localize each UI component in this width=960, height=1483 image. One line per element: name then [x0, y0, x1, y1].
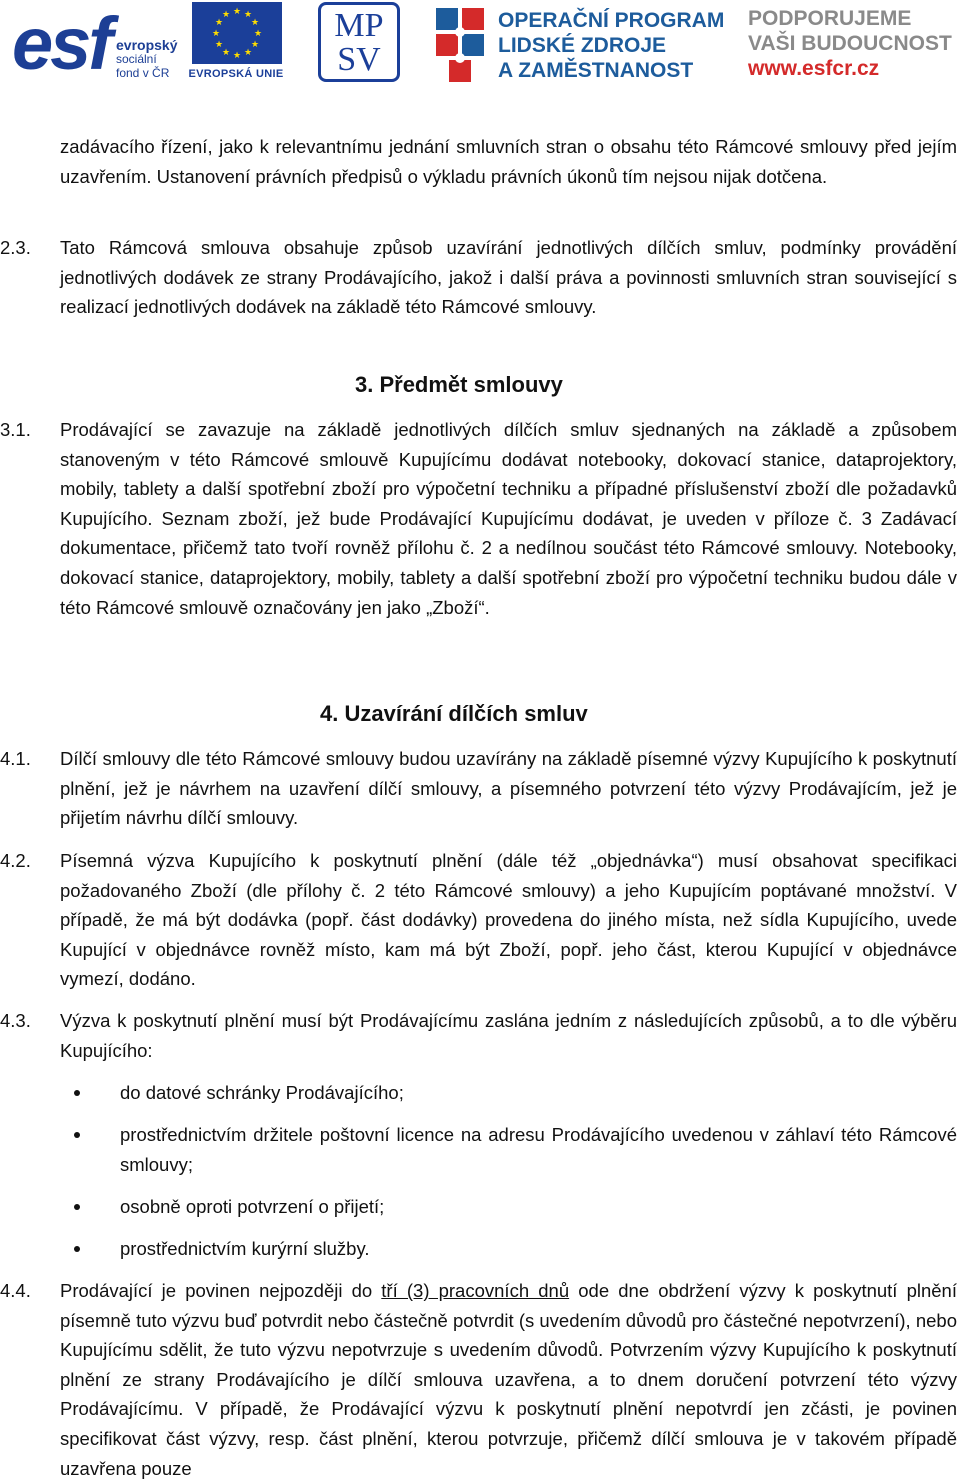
op-title [498, 8, 724, 83]
list-item-text: prostřednictvím kurýrní služby. [120, 1238, 370, 1259]
svg-text:★: ★ [232, 51, 242, 61]
paragraph-text: Prodávající se zavazuje na základě jednotlivých dílčích smluv sjednaných na základě a způsobem stanoveným v této Rámcové smlouvě Kupujícímu dodávat notebooky, dokovací stanice, dataprojektory, mobily, tablety a další spotřební zboží pro výpočetní techniku a případné příslušenství zboží dle požadavků Kupujícího. Seznam zboží, jež bude Prodávající Kupujícímu dodávat, je uveden v příloze č. 3 Zadávací dokumentace, přičemž tato tvoří rovněž přílohu č. 2 a nedílnou součást této Rámcové smlouvy. Notebooky, dokovací stanice, dataprojektory, mobily, tablety a další spotřební zboží pro výpočetní techniku budou dále v této Rámcové smlouvě označovány jen jako „Zboží“. [60, 419, 957, 618]
paragraph-4-1 [60, 744, 957, 833]
paragraph-number: 4.4. [0, 1280, 31, 1301]
eu-flag-icon [192, 2, 282, 64]
deadline-underlined: tří (3) pracovních dnů [381, 1280, 570, 1301]
eu-logo [186, 2, 286, 84]
op-line-3: A ZAMĚSTNANOST [498, 59, 694, 82]
svg-text:★: ★ [243, 48, 253, 58]
list-item [60, 1192, 957, 1222]
esf-logo [12, 4, 180, 84]
paragraph-text: Tato Rámcová smlouva obsahuje způsob uzavírání jednotlivých dílčích smluv, podmínky provádění jednotlivých dodávek ze strany Prodávajícího, jakož i další práva a povinnosti smluvních stran související s realizací jednotlivých dodávek na základě této Rámcové smlouvy. [60, 237, 957, 318]
logo-header [0, 0, 960, 100]
mpsv-logo [318, 2, 400, 82]
bullet-icon [74, 1246, 80, 1252]
svg-text:★: ★ [221, 48, 231, 58]
paragraph-number: 4.2. [0, 850, 31, 871]
svg-text:★: ★ [253, 29, 263, 39]
esf-subtitle [116, 38, 177, 80]
list-item [60, 1234, 957, 1264]
eu-label: EVROPSKÁ UNIE [188, 68, 284, 80]
svg-text:★: ★ [214, 18, 224, 28]
svg-text:★: ★ [243, 10, 253, 20]
puzzle-icon [432, 6, 492, 84]
svg-text:★: ★ [250, 40, 260, 50]
paragraph-3-1 [60, 415, 957, 622]
paragraph-4-4 [60, 1276, 957, 1483]
mpsv-text [321, 9, 397, 77]
svg-text:★: ★ [211, 29, 221, 39]
mpsv-line-2: SV [337, 41, 381, 78]
pod-line-1: PODPORUJEME [748, 7, 912, 30]
esf-line-3: fond v ČR [116, 66, 170, 80]
paragraph-text: Písemná výzva Kupujícího k poskytnutí plnění (dále též „objednávka“) musí obsahovat specifikaci požadovaného Zboží (dle přílohy č. 2 této Rámcové smlouvy) a jeho Kupujícím poptávané množství. V případě, že má být dodávka (popř. část dodávky) provedena do jiného místa, než sídla Kupujícího, uvede Kupující v objednávce rovněž místo, kam má být Zboží, popř. jeho část, kterou Kupující v objednávce vymezí, dodáno. [60, 850, 957, 990]
paragraph-text [60, 1276, 957, 1483]
op-line-1: OPERAČNÍ PROGRAM [498, 9, 725, 32]
op-logo [432, 6, 732, 86]
paragraph-4-3 [60, 1006, 957, 1065]
paragraph-text: zadávacího řízení, jako k relevantnímu jednání smluvních stran o obsahu této Rámcové smlouvy před jejím uzavřením. Ustanovení právních předpisů o výkladu právních úkonů tím nejsou nijak dotčena. [60, 136, 957, 187]
svg-text:★: ★ [221, 10, 231, 20]
paragraph-number: 4.1. [0, 748, 31, 769]
paragraph-text-start: Prodávající je povinen nejpozději do [60, 1280, 382, 1301]
list-item-text: do datové schránky Prodávajícího; [120, 1082, 404, 1103]
esf-line-2: sociální [116, 52, 157, 66]
paragraph-text-rest: ode dne obdržení výzvy k poskytnutí plnění písemně tuto výzvu buď potvrdit nebo částečně potvrdit (s uvedením důvodů pro částečné nepotvrzení), nebo Kupujícímu sdělit, že tuto výzvu nepotvrzuje s uvedením důvodů. Potvrzením výzvy Kupujícího k poskytnutí plnění ze strany Prodávajícího je dílčí smlouva uzavřena, a to dnem doručení potvrzení této výzvy Prodávajícímu. V případě, že Prodávající výzvu k poskytnutí plnění nepotvrdí jen zčásti, je povinen specifikovat část výzvy, resp. část plnění, kterou potvrzuje, přičemž dílčí smlouva je v takovém případě uzavřena pouze [60, 1280, 957, 1479]
op-line-2: LIDSKÉ ZDROJE [498, 34, 667, 57]
list-item [60, 1120, 957, 1179]
svg-text:★: ★ [214, 40, 224, 50]
paragraph-number: 2.3. [0, 237, 31, 258]
section-heading-4: 4. Uzavírání dílčích smluv [320, 701, 588, 726]
pod-line-2: VAŠI BUDOUCNOST [748, 32, 952, 55]
svg-text:★: ★ [250, 18, 260, 28]
bullet-icon [74, 1132, 80, 1138]
bullet-icon [74, 1204, 80, 1210]
list-item [60, 1078, 957, 1108]
list-item-text: osobně oproti potvrzení o přijetí; [120, 1196, 385, 1217]
list-item-text: prostřednictvím držitele poštovní licence na adresu Prodávajícího uvedenou v záhlaví této Rámcové smlouvy; [120, 1124, 957, 1175]
esf-line-1: evropský [116, 37, 178, 53]
bullet-icon [74, 1090, 80, 1096]
esf-url-link[interactable]: www.esfcr.cz [748, 57, 880, 80]
paragraph-4-2 [60, 846, 957, 994]
paragraph-text: Výzva k poskytnutí plnění musí být Prodávajícímu zaslána jedním z následujících způsobů, a to dle výběru Kupujícího: [60, 1010, 957, 1061]
svg-text:★: ★ [232, 7, 242, 17]
paragraph-2-3 [60, 233, 957, 322]
podporujeme-logo [748, 6, 952, 86]
paragraph-text: Dílčí smlouvy dle této Rámcové smlouvy budou uzavírány na základě písemné výzvy Kupujícího k poskytnutí plnění, jež je návrhem na uzavření dílčí smlouvy, a písemného potvrzení této výzvy Prodávajícím, jež je přijetím návrhu dílčí smlouvy. [60, 748, 957, 829]
section-heading-3: 3. Předmět smlouvy [355, 372, 563, 397]
paragraph-number: 4.3. [0, 1010, 31, 1031]
paragraph-2-2-continuation [60, 132, 957, 191]
paragraph-number: 3.1. [0, 419, 31, 440]
esf-letters: esf [12, 2, 110, 85]
mpsv-line-1: MP [334, 7, 384, 44]
